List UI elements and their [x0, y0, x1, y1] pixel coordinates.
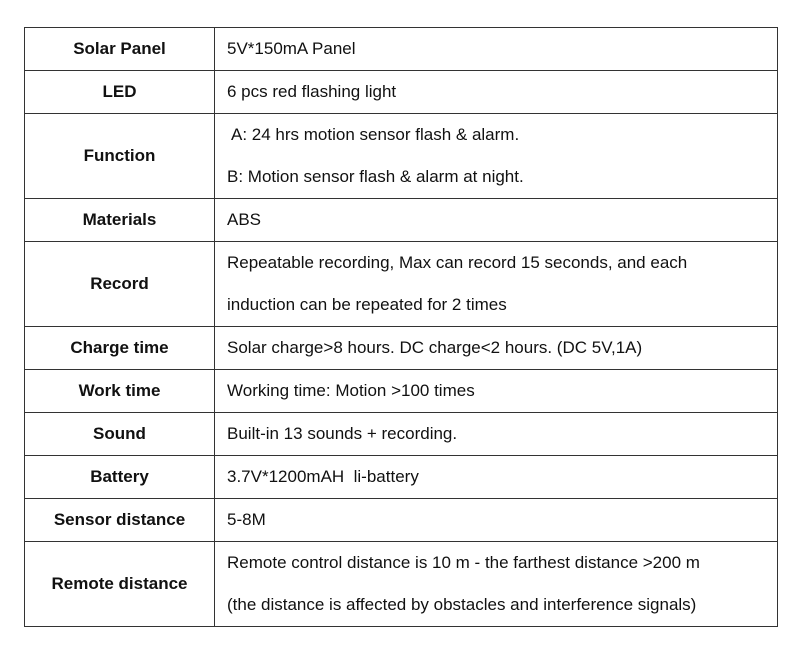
spec-row-materials — [25, 199, 778, 242]
spec-value: induction can be repeated for 2 times — [227, 295, 507, 314]
spec-value-cell — [215, 28, 778, 71]
spec-value-cell — [215, 499, 778, 542]
spec-value: B: Motion sensor flash & alarm at night. — [227, 167, 524, 186]
spec-label: Solar Panel — [25, 28, 215, 71]
spec-value: 5V*150mA Panel — [227, 39, 356, 58]
spec-label: Charge time — [25, 327, 215, 370]
spec-row-battery — [25, 456, 778, 499]
spec-row-charge-time — [25, 327, 778, 370]
spec-value: Remote control distance is 10 m - the farthest distance >200 m — [227, 553, 700, 572]
spec-label: Record — [25, 242, 215, 327]
spec-label: Sensor distance — [25, 499, 215, 542]
spec-value-cell — [215, 199, 778, 242]
spec-value: Built-in 13 sounds + recording. — [227, 424, 458, 443]
spec-value-cell — [215, 327, 778, 370]
spec-value-cell — [215, 542, 778, 627]
spec-value: (the distance is affected by obstacles and interference signals) — [227, 595, 697, 614]
spec-value: 3.7V*1200mAH li-battery — [227, 467, 419, 486]
spec-value: Working time: Motion >100 times — [227, 381, 475, 400]
spec-label: Sound — [25, 413, 215, 456]
spec-value: A: 24 hrs motion sensor flash & alarm. — [231, 125, 520, 144]
spec-label: Remote distance — [25, 542, 215, 627]
spec-row-led — [25, 71, 778, 114]
spec-value-cell — [215, 114, 778, 199]
spec-value: 6 pcs red flashing light — [227, 82, 397, 101]
spec-row-work-time — [25, 370, 778, 413]
spec-label: Work time — [25, 370, 215, 413]
spec-value-cell — [215, 242, 778, 327]
spec-row-function — [25, 114, 778, 199]
spec-value: ABS — [227, 210, 262, 229]
spec-label: Battery — [25, 456, 215, 499]
spec-value-cell — [215, 370, 778, 413]
spec-value-cell — [215, 456, 778, 499]
spec-label: Function — [25, 114, 215, 199]
spec-label: LED — [25, 71, 215, 114]
spec-value: 5-8M — [227, 510, 266, 529]
spec-row-solar-panel — [25, 28, 778, 71]
spec-row-remote-distance — [25, 542, 778, 627]
spec-row-record — [25, 242, 778, 327]
spec-row-sensor-distance — [25, 499, 778, 542]
spec-value: Solar charge>8 hours. DC charge<2 hours. (DC 5V,1A) — [227, 338, 643, 357]
spec-value: Repeatable recording, Max can record 15 seconds, and each — [227, 253, 688, 272]
spec-label: Materials — [25, 199, 215, 242]
spec-table — [24, 27, 778, 627]
spec-row-sound — [25, 413, 778, 456]
spec-value-cell — [215, 71, 778, 114]
spec-value-cell — [215, 413, 778, 456]
